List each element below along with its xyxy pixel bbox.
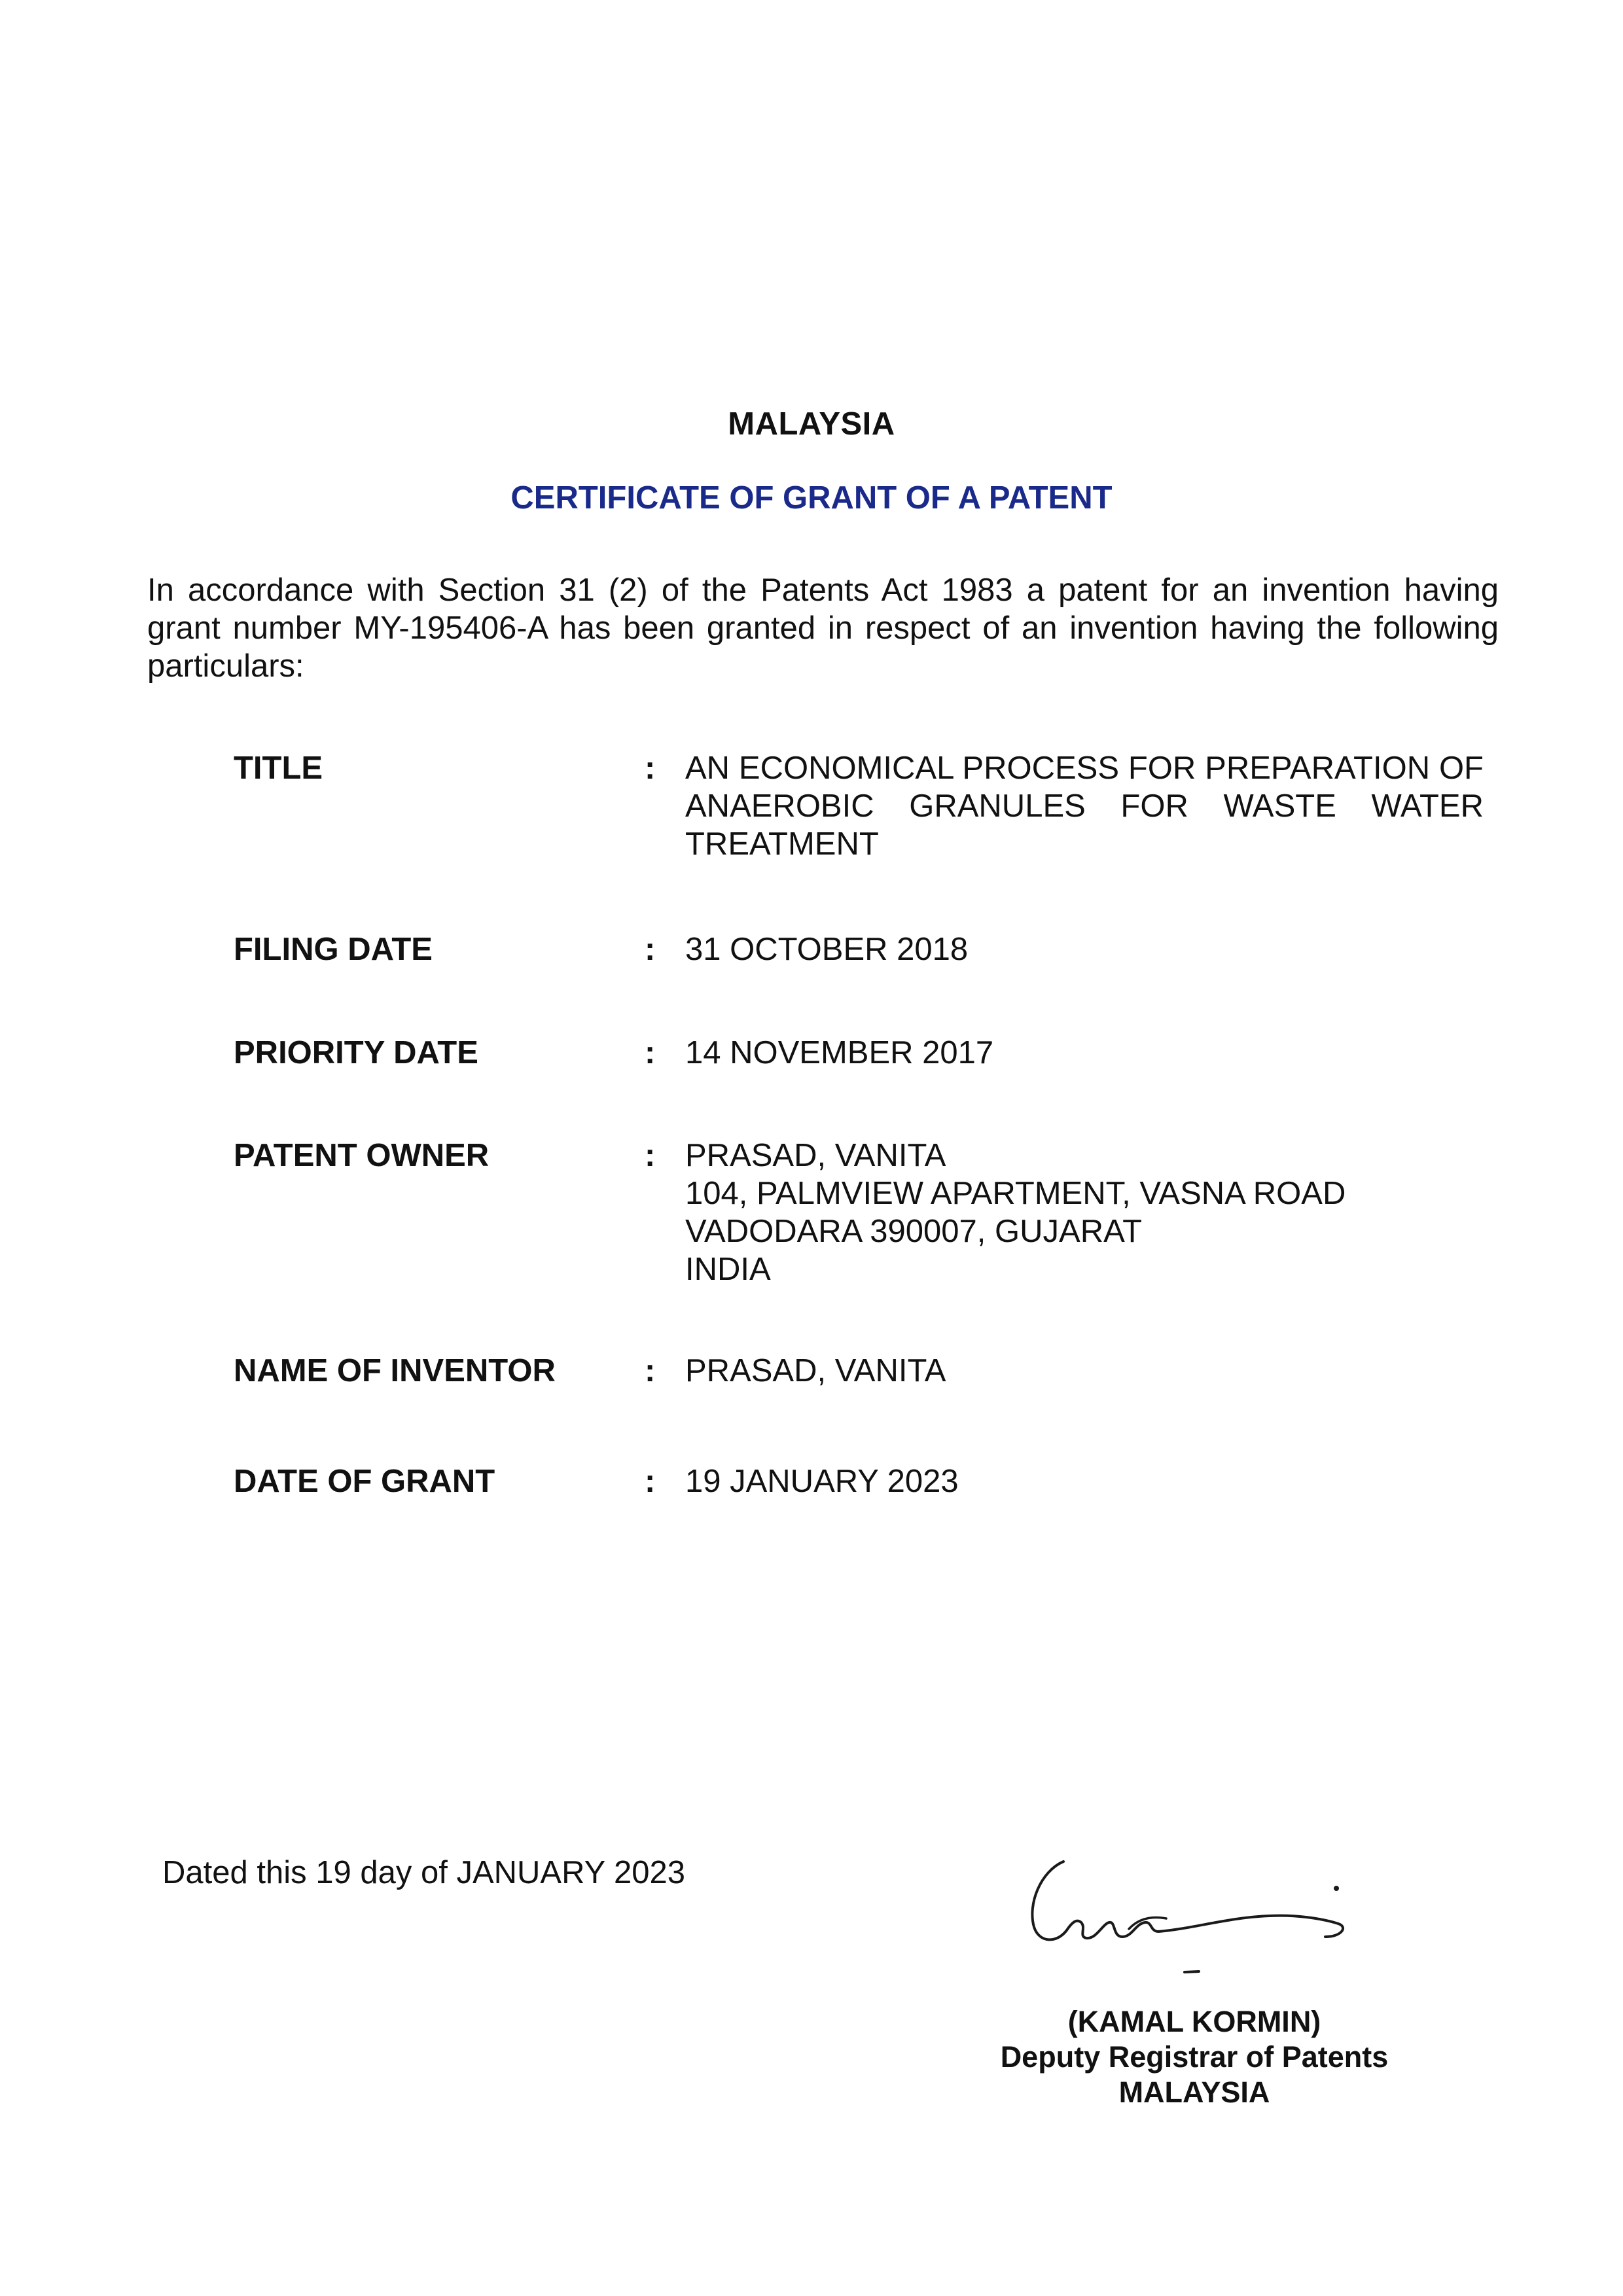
priority-date-label: PRIORITY DATE (234, 1035, 478, 1070)
dated-line: Dated this 19 day of JANUARY 2023 (162, 1855, 686, 1890)
handwritten-signature (995, 1845, 1400, 1989)
patent-owner-label: PATENT OWNER (234, 1138, 490, 1173)
title-colon: : (645, 751, 656, 786)
filing-date-colon: : (645, 932, 656, 967)
inventor-colon: : (645, 1353, 656, 1388)
certificate-title: CERTIFICATE OF GRANT OF A PATENT (510, 480, 1113, 516)
priority-date-colon: : (645, 1035, 656, 1070)
country-heading: MALAYSIA (728, 406, 895, 442)
owner-country: INDIA (685, 1252, 771, 1287)
patent-owner-colon: : (645, 1138, 656, 1173)
signatory-role: Deputy Registrar of Patents (1000, 2040, 1389, 2074)
date-of-grant-value: 19 JANUARY 2023 (685, 1464, 959, 1499)
signatory-name: (KAMAL KORMIN) (1067, 2005, 1321, 2038)
owner-address-line-1: 104, PALMVIEW APARTMENT, VASNA ROAD (685, 1176, 1346, 1211)
date-of-grant-colon: : (645, 1464, 656, 1499)
owner-name: PRASAD, VANITA (685, 1138, 946, 1173)
title-value: AN ECONOMICAL PROCESS FOR PREPARATION OF ANAEROBIC GRANULES FOR WASTE WATER TREATMENT (685, 751, 1484, 862)
signatory-country: MALAYSIA (1118, 2075, 1270, 2109)
priority-date-value: 14 NOVEMBER 2017 (685, 1035, 994, 1070)
signatory-block (969, 2004, 1420, 2110)
date-of-grant-label: DATE OF GRANT (234, 1464, 495, 1499)
inventor-value: PRASAD, VANITA (685, 1353, 946, 1388)
owner-address-line-2: VADODARA 390007, GUJARAT (685, 1214, 1143, 1249)
intro-paragraph: In accordance with Section 31 (2) of the Patents Act 1983 a patent for an invention having grant number MY-195406-A has been granted in respect of an invention having the following particulars: (147, 573, 1499, 684)
inventor-label: NAME OF INVENTOR (234, 1353, 556, 1388)
filing-date-label: FILING DATE (234, 932, 433, 967)
title-label: TITLE (234, 751, 323, 786)
filing-date-value: 31 OCTOBER 2018 (685, 932, 969, 967)
patent-owner-value (685, 1137, 1623, 1288)
